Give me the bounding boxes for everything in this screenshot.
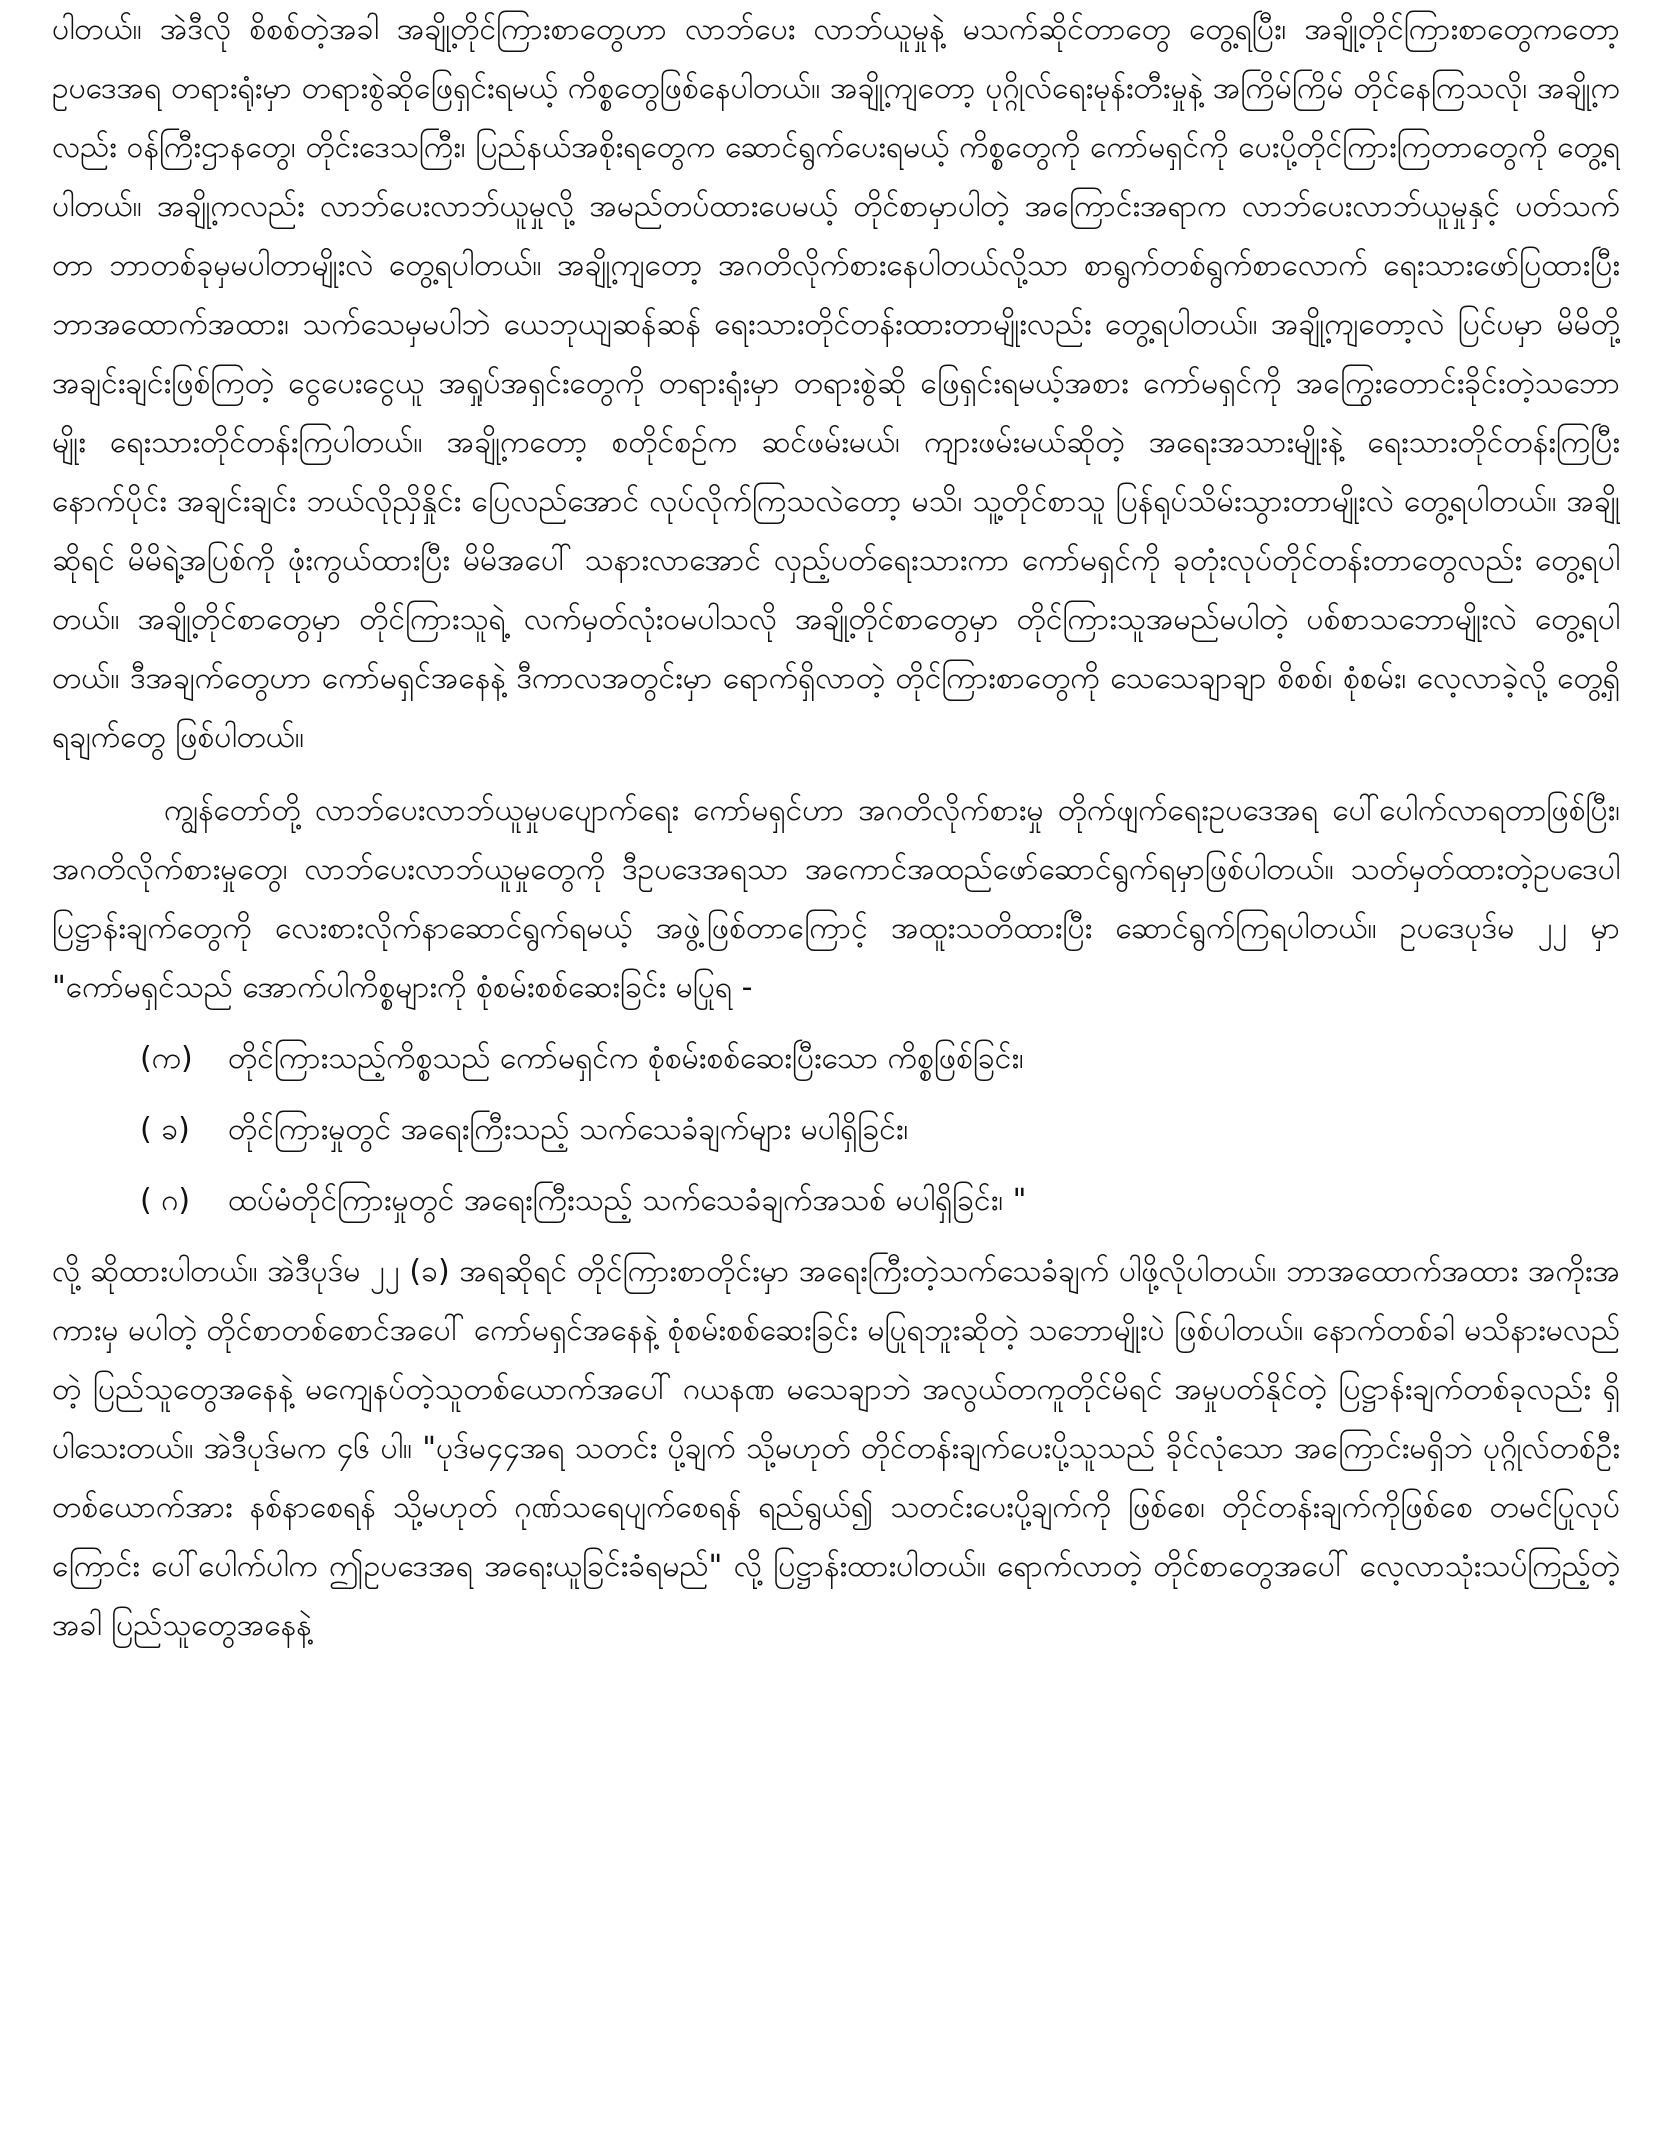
list-marker: ( ဂ) <box>140 1183 191 1218</box>
list-item-text: တိုင်ကြားသည့်ကိစ္စသည် ကော်မရှင်က စုံစမ်းစစ်ဆေးပြီးသော ကိစ္စဖြစ်ခြင်း၊ <box>228 1041 1024 1076</box>
list-item <box>52 1100 1620 1159</box>
law-clause-list <box>52 1029 1620 1230</box>
list-item <box>52 1171 1620 1230</box>
list-item-text: ထပ်မံတိုင်ကြားမှုတွင် အရေးကြီးသည့် သက်သေခံချက်အသစ် မပါရှိခြင်း၊ " <box>228 1183 1027 1218</box>
list-marker: ( ခ) <box>140 1112 190 1147</box>
list-marker: (က) <box>140 1041 193 1076</box>
document-page <box>52 0 1620 2132</box>
list-item-text: တိုင်ကြားမှုတွင် အရေးကြီးသည့် သက်သေခံချက်များ မပါရှိခြင်း၊ <box>228 1112 909 1147</box>
paragraph-section-explanation: လို့ ဆိုထားပါတယ်။ အဲဒီပုဒ်မ ၂၂ (ခ) အရဆိုရင် တိုင်ကြားစာတိုင်းမှာ အရေးကြီးတဲ့သက်သေခံချက် ပါဖို့လိုပါတယ်။ ဘာအထောက်အထား အကိုးအကားမှ မပါတဲ့ တိုင်စာတစ်စောင်အပေါ် ကော်မရှင်အနေနဲ့ စုံစမ်းစစ်ဆေးခြင်း မပြုရဘူးဆိုတဲ့ သဘောမျိုးပဲ ဖြစ်ပါတယ်။ နောက်တစ်ခါ မသိနားမလည်တဲ့ ပြည်သူတွေအနေနဲ့ မကျေနပ်တဲ့သူတစ်ယောက်အပေါ် ဂယနဏ မသေချာဘဲ အလွယ်တကူတိုင်မိရင် အမှုပတ်နိုင်တဲ့ ပြဋ္ဌာန်းချက်တစ်ခုလည်း ရှိပါသေးတယ်။ အဲဒီပုဒ်မက ၄၆ ပါ။ "ပုဒ်မ၄၄အရ သတင်း ပို့ချက် သို့မဟုတ် တိုင်တန်းချက်ပေးပို့သူသည် ခိုင်လုံသော အကြောင်းမရှိဘဲ ပုဂ္ဂိုလ်တစ်ဦးတစ်ယောက်အား နစ်နာစေရန် သို့မဟုတ် ဂုဏ်သရေပျက်စေရန် ရည်ရွယ်၍ သတင်းပေးပို့ချက်ကို ဖြစ်စေ၊ တိုင်တန်းချက်ကိုဖြစ်စေ တမင်ပြုလုပ်ကြောင်း ပေါ်ပေါက်ပါက ဤဥပဒေအရ အရေးယူခြင်းခံရမည်" လို့ ပြဋ္ဌာန်းထားပါတယ်။ ရောက်လာတဲ့ တိုင်စာတွေအပေါ် လေ့လာသုံးသပ်ကြည့်တဲ့အခါ ပြည်သူတွေအနေနဲ့ <box>52 1254 1620 1643</box>
list-item <box>52 1029 1620 1088</box>
paragraph-commission-law: ကျွန်တော်တို့ လာဘ်ပေးလာဘ်ယူမှုပပျောက်ရေး ကော်မရှင်ဟာ အဂတိလိုက်စားမှု တိုက်ဖျက်ရေးဥပဒေအရ ပေါ်ပေါက်လာရတာဖြစ်ပြီး၊ အဂတိလိုက်စားမှုတွေ၊ လာဘ်ပေးလာဘ်ယူမှုတွေကို ဒီဥပဒေအရသာ အကောင်အထည်ဖော်ဆောင်ရွက်ရမှာဖြစ်ပါတယ်။ သတ်မှတ်ထားတဲ့ဥပဒေပါ ပြဋ္ဌာန်းချက်တွေကို လေးစားလိုက်နာဆောင်ရွက်ရမယ့် အဖွဲ့ဖြစ်တာကြောင့် အထူးသတိထားပြီး ဆောင်ရွက်ကြရပါတယ်။ ဥပဒေပုဒ်မ ၂၂ မှာ "ကော်မရှင်သည် အောက်ပါကိစ္စများကို စုံစမ်းစစ်ဆေးခြင်း မပြုရ - <box>52 793 1620 1005</box>
paragraph-findings: ပါတယ်။ အဲဒီလို စိစစ်တဲ့အခါ အချို့တိုင်ကြားစာတွေဟာ လာဘ်ပေး လာဘ်ယူမှုနဲ့ မသက်ဆိုင်တာတွေ တွေ့ရပြီး၊ အချို့တိုင်ကြားစာတွေကတော့ ဥပဒေအရ တရားရုံးမှာ တရားစွဲဆိုဖြေရှင်းရမယ့် ကိစ္စတွေဖြစ်နေပါတယ်။ အချို့ကျတော့ ပုဂ္ဂိုလ်ရေးမုန်းတီးမှုနဲ့ အကြိမ်ကြိမ် တိုင်နေကြသလို၊ အချို့ကလည်း ဝန်ကြီးဌာနတွေ၊ တိုင်းဒေသကြီး၊ ပြည်နယ်အစိုးရတွေက ဆောင်ရွက်ပေးရမယ့် ကိစ္စတွေကို ကော်မရှင်ကို ပေးပို့တိုင်ကြားကြတာတွေကို တွေ့ရပါတယ်။ အချို့ကလည်း လာဘ်ပေးလာဘ်ယူမှုလို့ အမည်တပ်ထားပေမယ့် တိုင်စာမှာပါတဲ့ အကြောင်းအရာက လာဘ်ပေးလာဘ်ယူမှုနှင့် ပတ်သက်တာ ဘာတစ်ခုမှမပါတာမျိုးလဲ တွေ့ရပါတယ်။ အချို့ကျတော့ အဂတိလိုက်စားနေပါတယ်လို့သာ စာရွက်တစ်ရွက်စာလောက် ရေးသားဖော်ပြထားပြီး ဘာအထောက်အထား၊ သက်သေမှမပါဘဲ ယေဘုယျဆန်ဆန် ရေးသားတိုင်တန်းထားတာမျိုးလည်း တွေ့ရပါတယ်။ အချို့ကျတော့လဲ ပြင်ပမှာ မိမိတို့အချင်းချင်းဖြစ်ကြတဲ့ ငွေပေးငွေယူ အရှုပ်အရှင်းတွေကို တရားရုံးမှာ တရားစွဲဆို ဖြေရှင်းရမယ့်အစား ကော်မရှင်ကို အကြွေးတောင်းခိုင်းတဲ့သဘောမျိုး ရေးသားတိုင်တန်းကြပါတယ်။ အချို့ကတော့ စတိုင်စဉ်က ဆင်ဖမ်းမယ်၊ ကျားဖမ်းမယ်ဆိုတဲ့ အရေးအသားမျိုးနဲ့ ရေးသားတိုင်တန်းကြပြီး နောက်ပိုင်း အချင်းချင်း ဘယ်လိုညှိနှိုင်း ပြေလည်အောင် လုပ်လိုက်ကြသလဲတော့ မသိ၊ သူ့တိုင်စာသူ ပြန်ရုပ်သိမ်းသွားတာမျိုးလဲ တွေ့ရပါတယ်။ အချို့ဆိုရင် မိမိရဲ့အပြစ်ကို ဖုံးကွယ်ထားပြီး မိမိအပေါ် သနားလာအောင် လှည့်ပတ်ရေးသားကာ ကော်မရှင်ကို ခုတုံးလုပ်တိုင်တန်းတာတွေလည်း တွေ့ရပါတယ်။ အချို့တိုင်စာတွေမှာ တိုင်ကြားသူရဲ့ လက်မှတ်လုံးဝမပါသလို အချို့တိုင်စာတွေမှာ တိုင်ကြားသူအမည်မပါတဲ့ ပစ်စာသဘောမျိုးလဲ တွေ့ရပါတယ်။ ဒီအချက်တွေဟာ ကော်မရှင်အနေနဲ့ ဒီကာလအတွင်းမှာ ရောက်ရှိလာတဲ့ တိုင်ကြားစာတွေကို သေသေချာချာ စိစစ်၊ စုံစမ်း၊ လေ့လာခဲ့လို့ တွေ့ရှိရချက်တွေ ဖြစ်ပါတယ်။ <box>52 12 1620 755</box>
